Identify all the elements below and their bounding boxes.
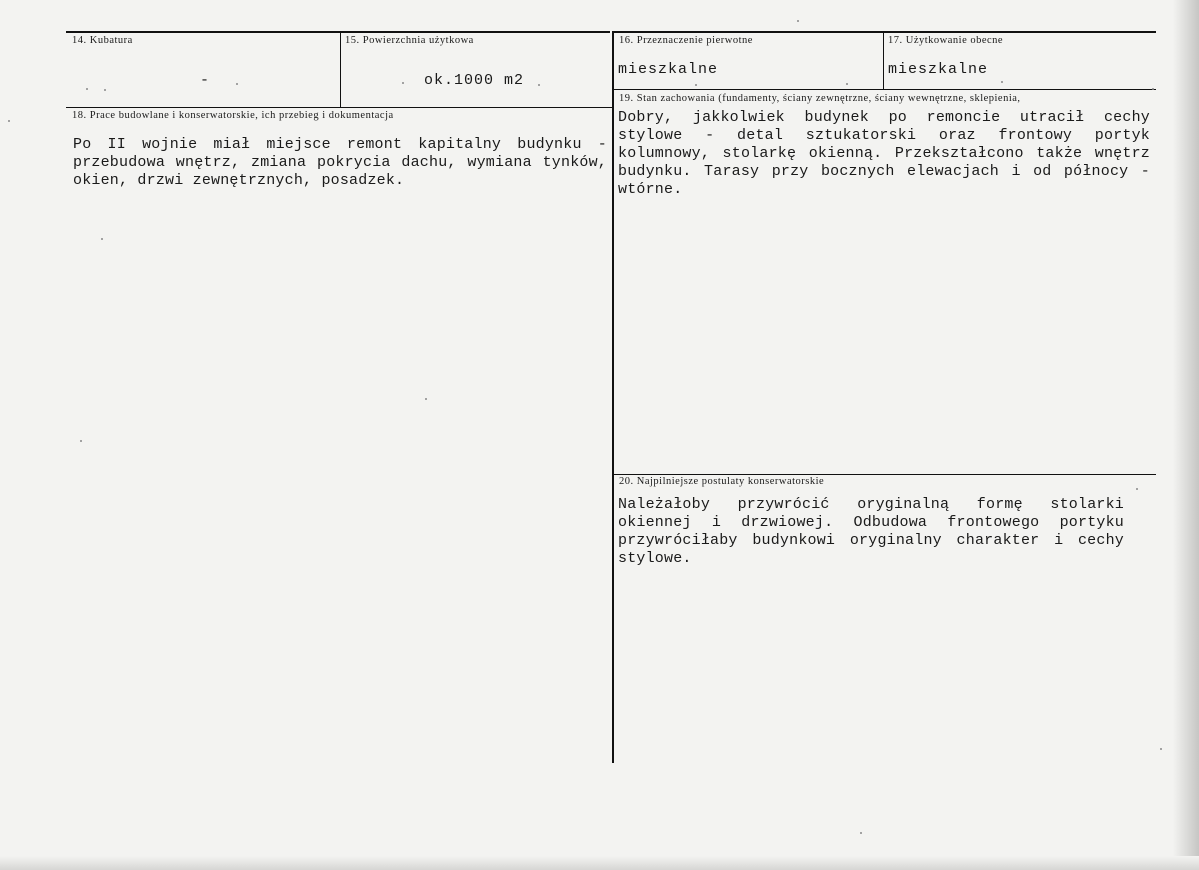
field-14-label: 14. Kubatura — [72, 35, 133, 46]
divider-14-15 — [340, 31, 341, 108]
scan-speck — [846, 83, 848, 85]
main-vertical-divider — [612, 31, 614, 763]
scan-speck — [1136, 488, 1138, 490]
field-16-label: 16. Przeznaczenie pierwotne — [619, 35, 753, 46]
field-19-text: Dobry, jakkolwiek budynek po remoncie utracił cechy stylowe - detal sztukatorski oraz frontowy portyk kolumnowy, stolarkę okienną. Przekształcono także wnętrz budynku. Tarasy przy bocznych elewacjach i od północy - wtórne. — [618, 109, 1150, 198]
scan-speck — [1001, 81, 1003, 83]
field-17-label: 17. Użytkowanie obecne — [888, 35, 1004, 46]
scan-speck — [80, 440, 82, 442]
field-20-label: 20. Najpilniejsze postulaty konserwatorskie — [619, 476, 825, 487]
scan-speck — [1152, 88, 1154, 90]
top-rule-right — [613, 31, 1156, 33]
field-16-value: mieszkalne — [618, 61, 719, 78]
field-14-value: - — [200, 72, 211, 89]
field-15-value: ok.1000 m2 — [424, 72, 525, 89]
scan-speck — [1160, 748, 1162, 750]
field-18-text: Po II wojnie miał miejsce remont kapitalny budynku - przebudowa wnętrz, zmiana pokrycia dachu, wymiana tynków, okien, drzwi zewnętrznych, posadzek. — [73, 136, 607, 189]
scan-speck — [425, 398, 427, 400]
field-15-label: 15. Powierzchnia użytkowa — [345, 35, 474, 46]
scan-speck — [797, 20, 799, 22]
scan-speck — [104, 89, 106, 91]
field-18-label: 18. Prace budowlane i konserwatorskie, ich przebieg i dokumentacja — [72, 110, 394, 121]
rule-above-19 — [613, 89, 1156, 90]
scan-edge-right — [1173, 0, 1199, 870]
rule-above-20 — [613, 474, 1156, 475]
top-rule-left — [66, 31, 610, 33]
field-20-text: Należałoby przywrócić oryginalną formę stolarki okiennej i drzwiowej. Odbudowa frontowego portyku przywróciłaby budynkowi oryginalny charakter i cechy stylowe. — [618, 496, 1124, 567]
field-19-label: 19. Stan zachowania (fundamenty, ściany zewnętrzne, ściany wewnętrzne, sklepienia, — [619, 93, 1021, 104]
field-17-value: mieszkalne — [888, 61, 989, 78]
scan-speck — [86, 88, 88, 90]
scan-speck — [8, 120, 10, 122]
scan-edge-bottom — [0, 856, 1199, 870]
scan-speck — [695, 84, 697, 86]
scan-speck — [402, 82, 404, 84]
scan-speck — [101, 238, 103, 240]
divider-16-17 — [883, 31, 884, 90]
scan-speck — [538, 84, 540, 86]
rule-above-18 — [66, 107, 612, 108]
scan-speck — [860, 832, 862, 834]
scan-speck — [236, 83, 238, 85]
